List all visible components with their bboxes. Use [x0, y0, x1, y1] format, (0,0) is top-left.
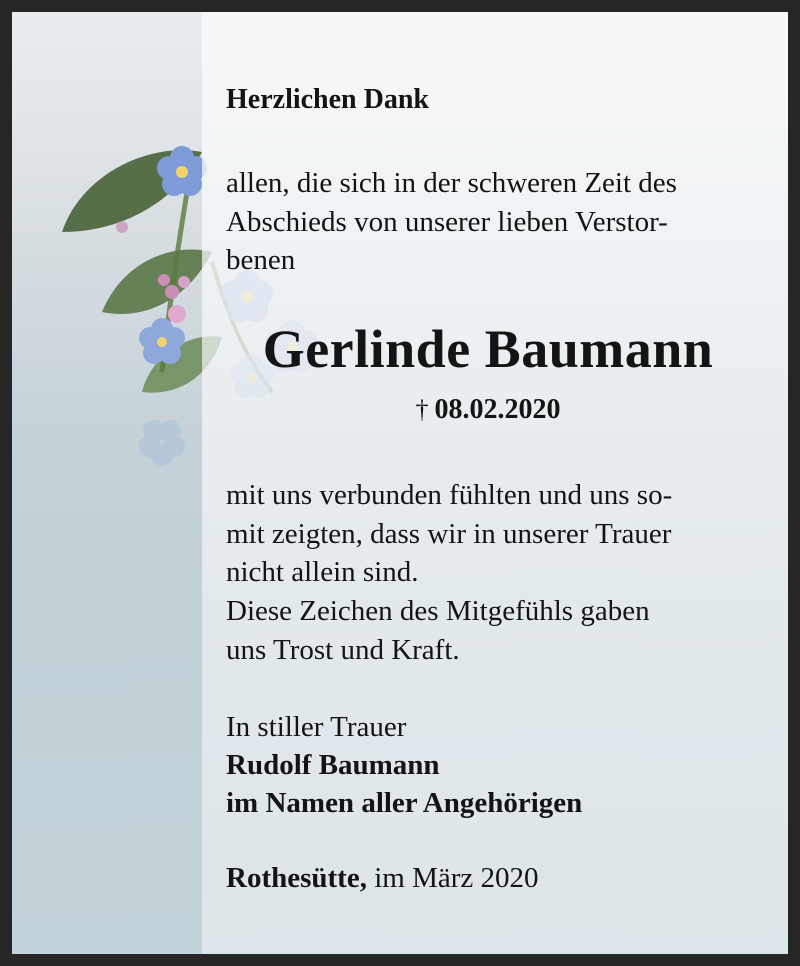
heading: Herzlichen Dank	[226, 84, 429, 115]
signer-note: im Namen aller Angehörigen	[226, 787, 583, 819]
intro-line: Abschieds von unserer lieben Verstor-	[226, 205, 668, 238]
cross-icon: †	[415, 395, 429, 424]
date-text: im März 2020	[374, 862, 539, 894]
place-name: Rothesütte,	[226, 862, 367, 894]
death-date: 08.02.2020	[434, 394, 561, 425]
intro-line: benen	[226, 244, 296, 276]
comfort-line: Diese Zeichen des Mitgefühls gaben	[226, 595, 650, 627]
comfort-paragraph	[226, 592, 750, 669]
comfort-line: uns Trost und Kraft.	[226, 633, 460, 666]
deceased-name: Gerlinde Baumann	[262, 319, 714, 379]
intro-line: allen, die sich in der schweren Zeit des	[226, 167, 677, 199]
intro-paragraph	[226, 164, 750, 280]
body-line: mit zeigten, dass wir in unserer Trauer	[226, 517, 672, 550]
death-date-line	[226, 394, 750, 426]
body-paragraph	[226, 476, 750, 592]
signer-name: Rudolf Baumann	[226, 749, 440, 781]
body-line: nicht allein sind.	[226, 556, 419, 588]
place-date-line	[226, 862, 539, 895]
body-line: mit uns verbunden fühlten und uns so-	[226, 479, 673, 511]
closing-text: In stiller Trauer	[226, 711, 407, 743]
